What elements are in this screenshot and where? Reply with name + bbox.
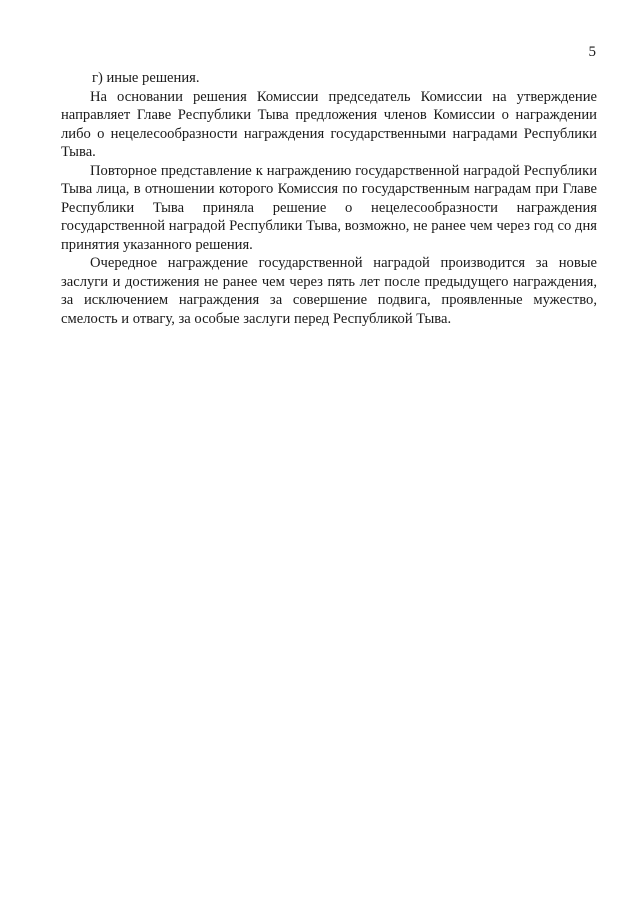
paragraph: Повторное представление к награждению государственной наградой Республики Тыва лица, в отношении которого Комиссия по государственным наградам при Главе Республики Тыва приняла решение о нецелесообразности награждения государственной наградой Республики Тыва, возможно, не ранее чем через год со дня принятия указанного решения.: [61, 162, 597, 253]
paragraph: Очередное награждение государственной наградой производится за новые заслуги и достижения не ранее чем через пять лет после предыдущего награждения, за исключением награждения за совершение подвига, проявленные мужество, смелость и отвагу, за особые заслуги перед Республикой Тыва.: [61, 255, 597, 327]
paragraph: На основании решения Комиссии председатель Комиссии на утверждение направляет Главе Республики Тыва предложения членов Комиссии о награждении либо о нецелесообразности награждения государственными наградами Республики Тыва.: [61, 88, 597, 160]
page-number: 5: [588, 44, 596, 60]
document-body: [61, 69, 597, 328]
paragraph: г) иные решения.: [92, 70, 200, 86]
